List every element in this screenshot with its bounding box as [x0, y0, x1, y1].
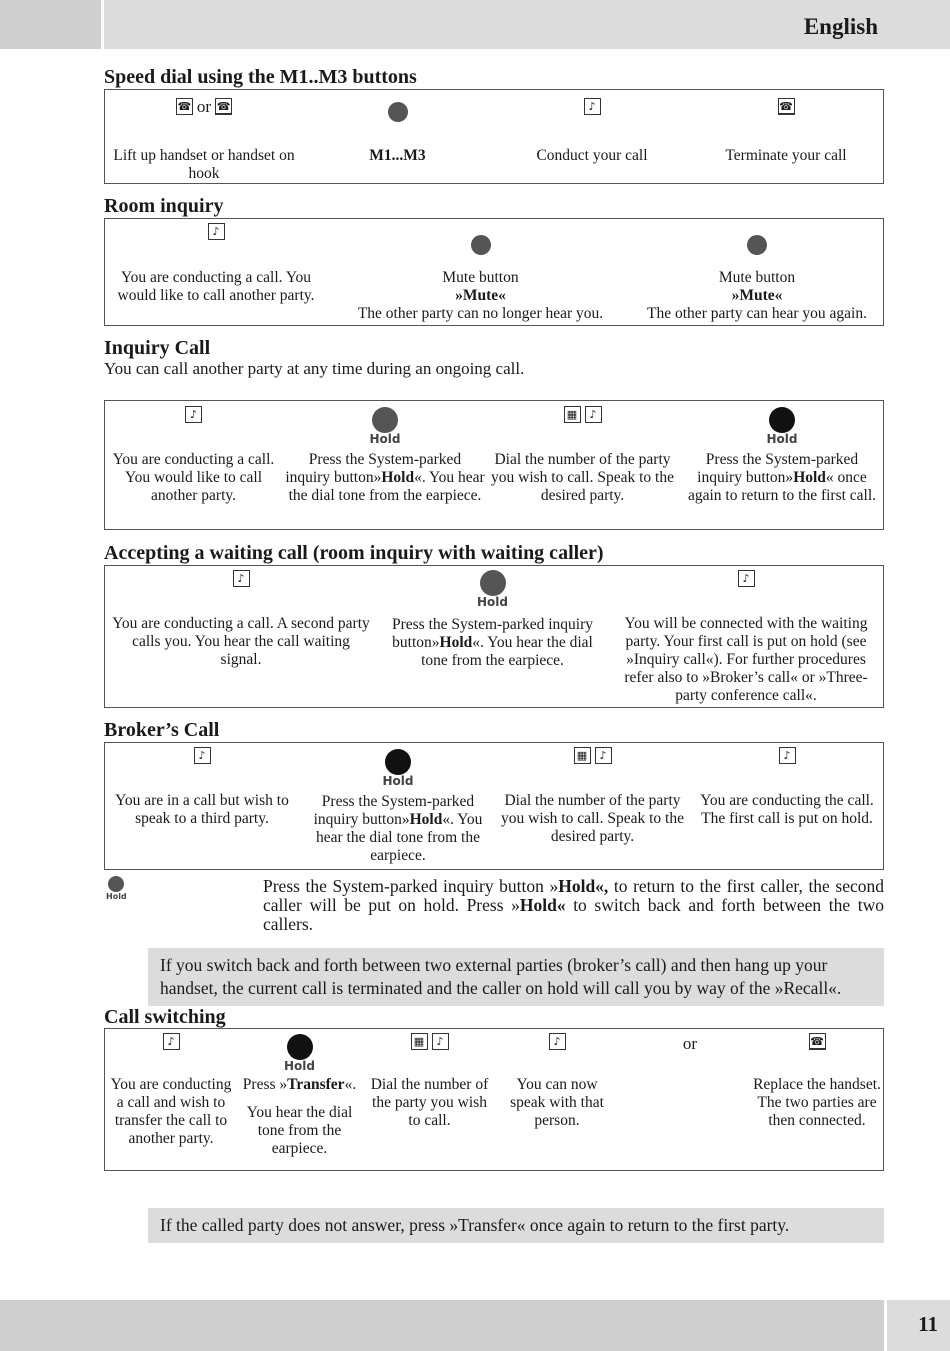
- inquiry-step-4: [687, 409, 877, 505]
- speed-dial-box: [104, 89, 884, 184]
- call-switching-note: If the called party does not answer, press »Transfer« once again to return to the first party.: [148, 1208, 884, 1243]
- waiting-step-2: [385, 572, 600, 670]
- section-heading-waiting-call: Accepting a waiting call (room inquiry with waiting caller): [104, 542, 604, 564]
- keypad-icon: ▦: [574, 747, 591, 764]
- in-call-icon: ♪: [194, 747, 211, 764]
- speed-dial-step-1: [109, 98, 299, 183]
- waiting-call-box: [104, 565, 884, 708]
- broker-step-2: [303, 751, 493, 865]
- in-call-icon: ♪: [185, 406, 202, 423]
- handset-down-icon: ☎: [810, 1035, 824, 1048]
- step-caption: You are conducting the call. The first call is put on hold.: [700, 792, 874, 827]
- or-text: or: [196, 97, 212, 116]
- round-button-icon: [388, 102, 408, 122]
- speed-dial-step-4: [691, 98, 881, 165]
- speed-dial-step-2: [305, 98, 490, 165]
- in-call-icon: ♪: [595, 747, 612, 764]
- broker-step-4: [693, 747, 881, 828]
- in-call-icon: ♪: [208, 223, 225, 240]
- switch-step-2: [237, 1036, 362, 1158]
- step-caption: You are conducting a call and wish to transfer the call to another party.: [110, 1076, 232, 1147]
- room-inquiry-step-1: [111, 223, 321, 305]
- room-inquiry-step-3: [633, 231, 881, 323]
- step-caption: Press the System-parked inquiry button»Hold«. You hear the dial tone from the earpiece.: [313, 793, 483, 864]
- page-number: 11: [918, 1312, 938, 1336]
- step-caption: Conduct your call: [536, 147, 648, 164]
- in-call-icon: ♪: [432, 1033, 449, 1050]
- mute-button-name: »Mute«: [731, 287, 783, 304]
- section-heading-room-inquiry: Room inquiry: [104, 195, 224, 217]
- step-caption: You are conducting a call. You would like to call another party.: [117, 269, 315, 304]
- step-caption: Dial the number of the party you wish to call. Speak to the desired party.: [501, 792, 684, 845]
- step-caption: You are conducting a call. A second party calls you. You hear the call waiting signal.: [112, 615, 370, 668]
- inquiry-call-box: [104, 400, 884, 530]
- keypad-icon: ▦: [411, 1033, 428, 1050]
- broker-step-1: [107, 747, 297, 828]
- footer-bar-right: [887, 1300, 950, 1351]
- handset-down-icon: ☎: [216, 100, 231, 113]
- in-call-icon: ♪: [549, 1033, 566, 1050]
- room-inquiry-box: [104, 218, 884, 326]
- room-inquiry-step-2: [343, 231, 618, 323]
- section-heading-brokers-call: Broker’s Call: [104, 719, 220, 741]
- waiting-step-3: [613, 570, 879, 705]
- step-caption: You are in a call but wish to speak to a third party.: [115, 792, 289, 827]
- step-caption: Press the System-parked inquiry button»Hold«. You hear the dial tone from the earpiece.: [391, 616, 594, 669]
- mute-button-label: Mute button: [442, 269, 519, 286]
- section-heading-speed-dial: Speed dial using the M1..M3 buttons: [104, 66, 417, 88]
- hold-button-icon: Hold: [477, 570, 508, 609]
- header-bar-left: [0, 0, 101, 49]
- round-button-icon: [471, 235, 491, 255]
- in-call-icon: ♪: [584, 98, 601, 115]
- inquiry-step-3: [485, 406, 680, 505]
- keypad-icon: ▦: [564, 406, 581, 423]
- step-caption: Dial the number of the party you wish to call.: [370, 1076, 489, 1129]
- hold-button-icon: Hold: [370, 407, 401, 446]
- round-button-icon: [747, 235, 767, 255]
- step-caption: Press the System-parked inquiry button»Hold«. You hear the dial tone from the earpiece.: [285, 451, 485, 504]
- header-bar: [104, 0, 950, 49]
- step-caption: Press »Transfer«.: [242, 1076, 357, 1093]
- waiting-step-1: [111, 570, 371, 669]
- switch-step-5: [753, 1033, 881, 1130]
- broker-instructions: Press the System-parked inquiry button »Hold«, to return to the first caller, the second caller will be put on hold. Press »Hold« to switch back and forth between the two callers.: [263, 876, 884, 934]
- step-caption: You are conducting a call. You would like to call another party.: [112, 451, 275, 504]
- step-caption: Press the System-parked inquiry button»Hold« once again to return to the first call.: [687, 451, 877, 504]
- inquiry-step-1: [111, 406, 276, 505]
- switch-step-1: [107, 1033, 235, 1148]
- step-caption: You hear the dial tone from the earpiece.: [246, 1104, 353, 1157]
- switch-step-4: [497, 1033, 617, 1130]
- step-caption: Terminate your call: [725, 147, 847, 164]
- hold-button-icon: Hold: [767, 407, 798, 446]
- step-caption: M1...M3: [369, 147, 426, 164]
- in-call-icon: ♪: [233, 570, 250, 587]
- speed-dial-step-3: [497, 98, 687, 165]
- hold-button-icon: Hold: [383, 749, 414, 788]
- language-label: English: [803, 14, 878, 39]
- step-caption: Replace the handset. The two parties are then connected.: [753, 1076, 881, 1129]
- call-switching-box: [104, 1028, 884, 1171]
- in-call-icon: ♪: [738, 570, 755, 587]
- broker-step-3: [500, 747, 685, 846]
- handset-down-icon: ☎: [779, 100, 793, 113]
- small-hold-button-icon: Hold: [106, 876, 127, 901]
- in-call-icon: ♪: [163, 1033, 180, 1050]
- handset-up-icon: ☎: [177, 100, 192, 113]
- brokers-call-box: [104, 742, 884, 870]
- inquiry-step-2: [285, 409, 485, 505]
- section-heading-call-switching: Call switching: [104, 1006, 226, 1028]
- in-call-icon: ♪: [585, 406, 602, 423]
- step-caption: The other party can hear you again.: [647, 305, 867, 322]
- step-caption: The other party can no longer hear you.: [357, 305, 604, 322]
- section-heading-inquiry-call: Inquiry Call: [104, 337, 211, 359]
- switch-step-3: [367, 1033, 492, 1130]
- hold-button-icon: Hold: [284, 1034, 315, 1073]
- footer-bar: [0, 1300, 884, 1351]
- inquiry-call-intro: You can call another party at any time during an ongoing call.: [104, 359, 525, 378]
- switch-or: or: [682, 1034, 698, 1053]
- step-caption: You can now speak with that person.: [510, 1076, 604, 1129]
- broker-note: If you switch back and forth between two external parties (broker’s call) and then hang up your handset, the current call is terminated and the caller on hold will call you by way of the »Recall«.: [148, 948, 884, 1006]
- mute-button-label: Mute button: [718, 269, 796, 286]
- step-caption: Lift up handset or handset on hook: [113, 147, 295, 182]
- in-call-icon: ♪: [779, 747, 796, 764]
- mute-button-name: »Mute«: [455, 287, 506, 304]
- step-caption: Dial the number of the party you wish to call. Speak to the desired party.: [491, 451, 674, 504]
- step-caption: You will be connected with the waiting party. Your first call is put on hold (see »Inquiry call«). For further procedures refer also to »Broker’s call« or »Three-party conference call«.: [624, 615, 868, 704]
